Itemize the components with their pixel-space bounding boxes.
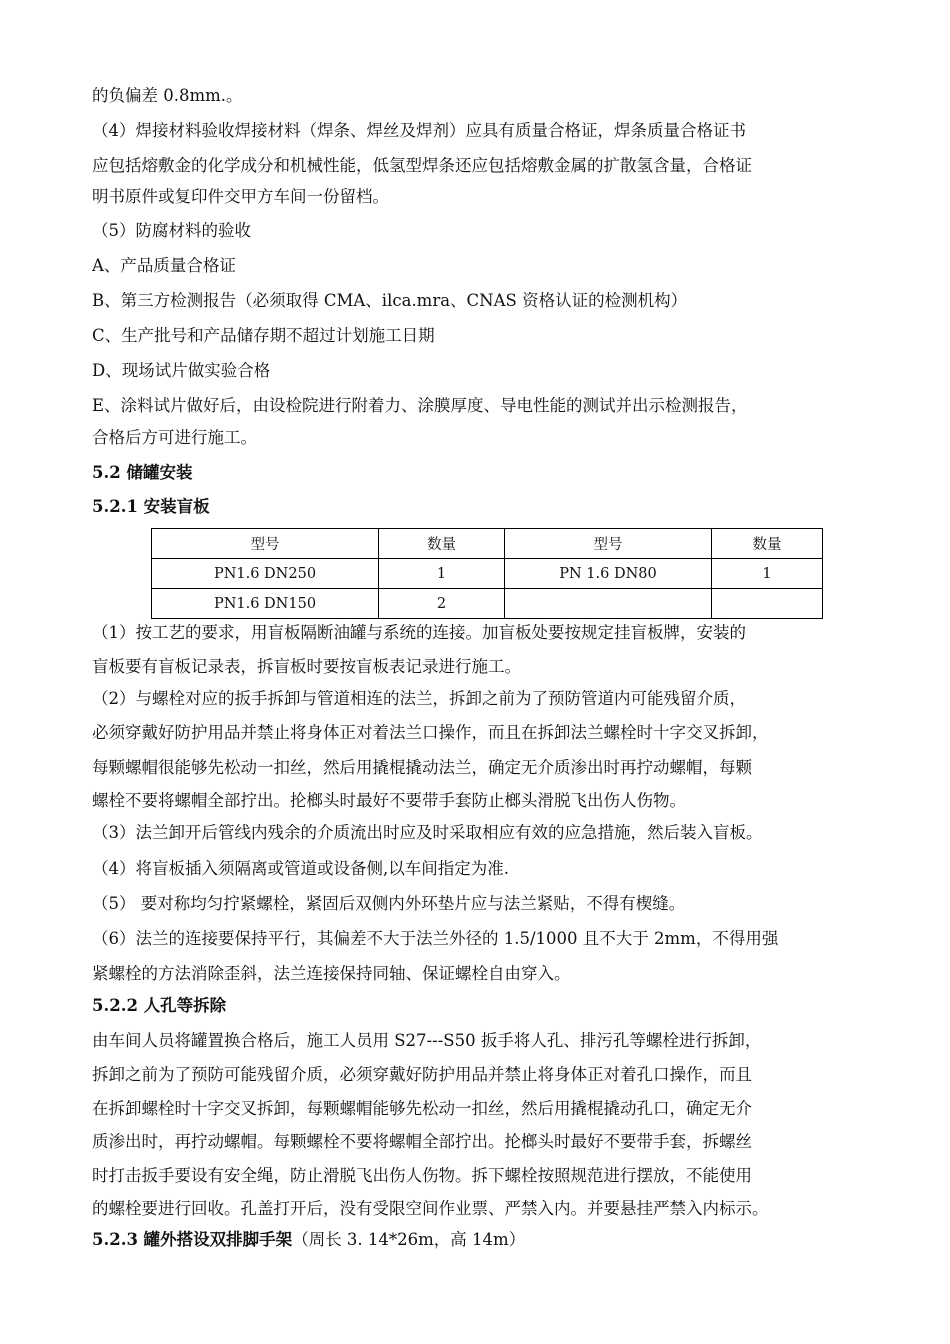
- table-header-cell: 型号: [152, 529, 379, 559]
- section-heading-5-2-2: 5.2.2 人孔等拆除: [92, 996, 227, 1015]
- text-line: A、产品质量合格证: [92, 256, 236, 275]
- table-cell: PN1.6 DN250: [152, 559, 379, 589]
- text-line: 在拆卸螺栓时十字交叉拆卸，每颗螺帽能够先松动一扣丝，然后用撬棍撬动孔口，确定无介: [92, 1099, 752, 1118]
- table-cell: 2: [379, 589, 505, 619]
- table-header-cell: 型号: [505, 529, 712, 559]
- table-header-row: [152, 529, 823, 559]
- text-line: E、涂料试片做好后，由设检院进行附着力、涂膜厚度、导电性能的测试并出示检测报告，: [92, 396, 748, 415]
- text-line: D、现场试片做实验合格: [92, 361, 271, 380]
- table-row: [152, 589, 823, 619]
- text-line: （4）将盲板插入须隔离或管道或设备侧,以车间指定为准.: [92, 859, 509, 878]
- text-line: 紧螺栓的方法消除歪斜，法兰连接保持同轴、保证螺栓自由穿入。: [92, 964, 571, 983]
- section-heading-5-2-3: [92, 1229, 882, 1251]
- text-line: 应包括熔敷金的化学成分和机械性能，低氢型焊条还应包括熔敷金属的扩散氢含量，合格证: [92, 156, 752, 175]
- text-line: 时打击扳手要设有安全绳，防止滑脱飞出伤人伤物。拆下螺栓按照规范进行摆放，不能使用: [92, 1166, 752, 1185]
- text-line: （3）法兰卸开后管线内残余的介质流出时应及时采取相应有效的应急措施，然后装入盲板。: [92, 823, 763, 842]
- text-line: （1）按工艺的要求，用盲板隔断油罐与系统的连接。加盲板处要按规定挂盲板牌，安装的: [92, 623, 746, 642]
- text-line: 明书原件或复印件交甲方车间一份留档。: [92, 187, 389, 206]
- text-line: 拆卸之前为了预防可能残留介质，必须穿戴好防护用品并禁止将身体正对着孔口操作，而且: [92, 1065, 752, 1084]
- text-line: 每颗螺帽很能够先松动一扣丝，然后用撬棍撬动法兰，确定无介质渗出时再拧动螺帽，每颗: [92, 758, 752, 777]
- table-cell: 1: [712, 559, 823, 589]
- text-line: B、第三方检测报告（必须取得 CMA、ilca.mra、CNAS 资格认证的检测机构）: [92, 291, 688, 310]
- text-line: 盲板要有盲板记录表，拆盲板时要按盲板表记录进行施工。: [92, 657, 521, 676]
- table-cell: PN1.6 DN150: [152, 589, 379, 619]
- table-cell: PN 1.6 DN80: [505, 559, 712, 589]
- text-line: （4）焊接材料验收焊接材料（焊条、焊丝及焊剂）应具有质量合格证，焊条质量合格证书: [92, 121, 746, 140]
- table-cell: 1: [379, 559, 505, 589]
- text-line: C、生产批号和产品储存期不超过计划施工日期: [92, 326, 435, 345]
- section-heading-5-2: 5.2 储罐安装: [92, 463, 193, 482]
- table-header-cell: 数量: [379, 529, 505, 559]
- text-line: （2）与螺栓对应的扳手拆卸与管道相连的法兰，拆卸之前为了预防管道内可能残留介质，: [92, 689, 746, 708]
- section-heading-5-2-3-title: 5.2.3 罐外搭设双排脚手架: [92, 1230, 293, 1249]
- text-line: 的螺栓要进行回收。孔盖打开后，没有受限空间作业票、严禁入内。并要悬挂严禁入内标示。: [92, 1199, 769, 1218]
- text-line: （5） 要对称均匀拧紧螺栓，紧固后双侧内外环垫片应与法兰紧贴，不得有楔缝。: [92, 894, 686, 913]
- text-line: 由车间人员将罐置换合格后，施工人员用 S27---S50 扳手将人孔、排污孔等螺栓进行拆卸，: [92, 1031, 762, 1050]
- text-line: 必须穿戴好防护用品并禁止将身体正对着法兰口操作，而且在拆卸法兰螺栓时十字交叉拆卸，: [92, 723, 769, 742]
- section-heading-5-2-1: 5.2.1 安装盲板: [92, 497, 210, 516]
- table-header-cell: 数量: [712, 529, 823, 559]
- text-line: （6）法兰的连接要保持平行，其偏差不大于法兰外径的 1.5/1000 且不大于 2mm，不得用强: [92, 929, 779, 948]
- text-line: 螺栓不要将螺帽全部拧出。抡榔头时最好不要带手套防止榔头滑脱飞出伤人伤物。: [92, 791, 686, 810]
- text-line: 质渗出时，再拧动螺帽。每颗螺栓不要将螺帽全部拧出。抡榔头时最好不要带手套，拆螺丝: [92, 1132, 752, 1151]
- blind-plate-table: [151, 528, 823, 619]
- text-line: 的负偏差 0.8mm.。: [92, 86, 243, 105]
- text-line: 合格后方可进行施工。: [92, 428, 257, 447]
- text-line: （5）防腐材料的验收: [92, 221, 251, 240]
- section-heading-5-2-3-note: （周长 3. 14*26m，高 14m）: [292, 1230, 526, 1249]
- table-row: [152, 559, 823, 589]
- table-cell: [505, 589, 712, 619]
- table-cell: [712, 589, 823, 619]
